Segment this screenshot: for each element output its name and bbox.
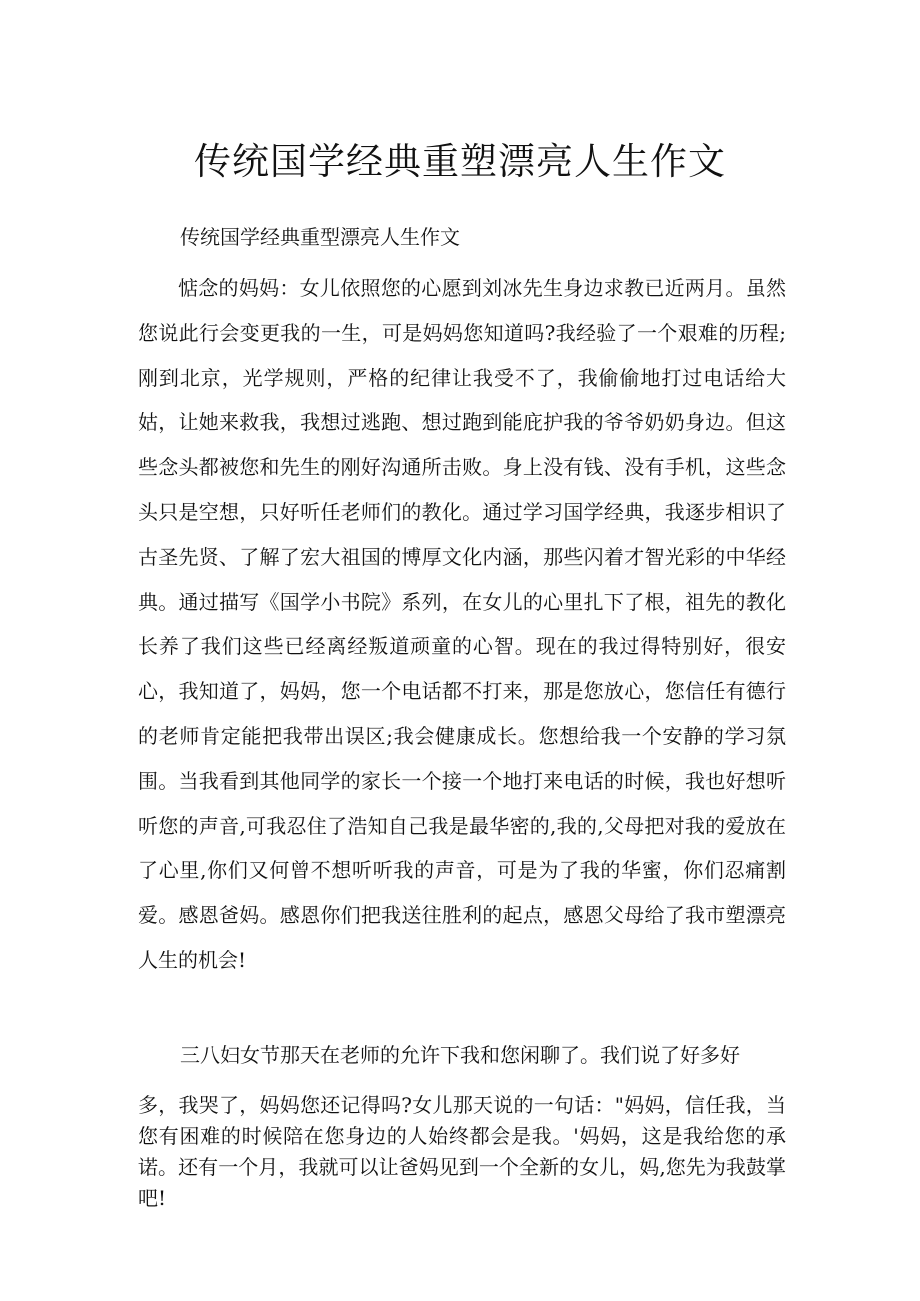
paragraph-promise: 多，我哭了，妈妈您还记得吗?女儿那天说的一句话："妈妈，信任我，当您有困难的时候陪在您身边的人始终都会是我。'妈妈，这是我给您的承诺。还有一个月，我就可以让爸妈见到一个全新的女儿，妈,您先为我鼓掌吧! <box>138 1093 786 1210</box>
document-title: 传统国学经典重塑漂亮人生作文 <box>194 140 726 183</box>
document-subtitle: 传统国学经典重型漂亮人生作文 <box>180 225 460 249</box>
paragraph-womens-day: 三八妇女节那天在老师的允许下我和您闲聊了。我们说了好多好 <box>180 1043 740 1067</box>
paragraph-letter-body: 惦念的妈妈：女儿依照您的心愿到刘冰先生身边求教已近两月。虽然您说此行会变更我的一生，可是妈妈您知道吗?我经验了一个艰难的历程;刚到北京，光学规则，严格的纪律让我受不了，我偷偷地打过电话给大姑，让她来救我，我想过逃跑、想过跑到能庇护我的爷爷奶奶身边。但这些念头都被您和先生的刚好沟通所击败。身上没有钱、没有手机，这些念头只是空想，只好听任老师们的教化。通过学习国学经典，我逐步相识了古圣先贤、了解了宏大祖国的博厚文化内涵，那些闪着才智光彩的中华经典。通过描写《国学小书院》系列，在女儿的心里扎下了根，祖先的教化长养了我们这些已经离经叛道顽童的心智。现在的我过得特别好，很安心，我知道了，妈妈，您一个电话都不打来，那是您放心，您信任有德行的老师肯定能把我带出误区;我会健康成长。您想给我一个安静的学习氛围。当我看到其他同学的家长一个接一个地打来电话的时候，我也好想听听您的声音,可我忍住了浩知自己我是最华密的,我的,父母把对我的爱放在了心里,你们又何曾不想听听我的声音，可是为了我的华蜜，你们忍痛割爱。感恩爸妈。感恩你们把我送往胜利的起点，感恩父母给了我市塑漂亮人生的机会! <box>138 276 786 972</box>
